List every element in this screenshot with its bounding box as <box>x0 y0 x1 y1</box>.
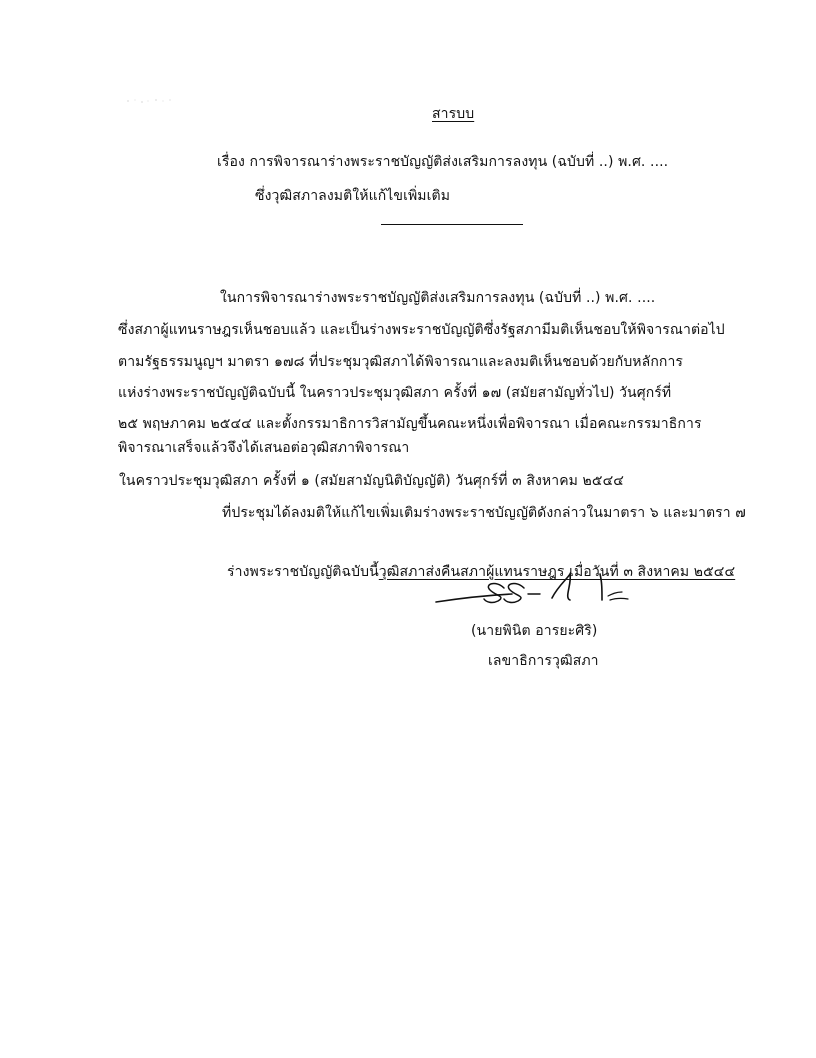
body-line-8: ที่ประชุมได้ลงมติให้แก้ไขเพิ่มเติมร่างพระราชบัญญัติดังกล่าวในมาตรา ๖ และมาตรา ๗ <box>222 505 746 521</box>
subject-line-1: เรื่อง การพิจารณาร่างพระราชบัญญัติส่งเสริมการลงทุน (ฉบับที่ ..) พ.ศ. .... <box>217 154 669 170</box>
document-title: สารบบ <box>432 106 475 122</box>
body-line-7: ในคราวประชุมวุฒิสภา ครั้งที่ ๑ (สมัยสามัญนิติบัญญัติ) วันศุกร์ที่ ๓ สิงหาคม ๒๕๔๔ <box>119 473 624 489</box>
last-line-plain: ร่างพระราชบัญญัติฉบับนี้ <box>227 564 379 580</box>
last-line-underlined: วุฒิสภาส่งคืนสภาผู้แทนราษฎร เมื่อวันที่ ๓ สิงหาคม ๒๕๔๔ <box>378 564 736 580</box>
body-line-6: พิจารณาเสร็จแล้วจึงได้เสนอต่อวุฒิสภาพิจารณา <box>118 440 410 456</box>
body-line-4: แห่งร่างพระราชบัญญัติฉบับนี้ ในคราวประชุมวุฒิสภา ครั้งที่ ๑๗ (สมัยสามัญทั่วไป) วันศุกร์ที่ <box>118 385 672 401</box>
signer-position: เลขาธิการวุฒิสภา <box>488 653 599 669</box>
body-line-3: ตามรัฐธรรมนูญฯ มาตรา ๑๗๘ ที่ประชุมวุฒิสภาได้พิจารณาและลงมติเห็นชอบด้วยกับหลักการ <box>118 354 684 370</box>
scan-speck-marks <box>126 98 186 104</box>
handwritten-signature <box>432 568 632 612</box>
body-line-1: ในการพิจารณาร่างพระราชบัญญัติส่งเสริมการลงทุน (ฉบับที่ ..) พ.ศ. .... <box>220 290 656 306</box>
body-line-2: ซึ่งสภาผู้แทนราษฎรเห็นชอบแล้ว และเป็นร่างพระราชบัญญัติซึ่งรัฐสภามีมติเห็นชอบให้พิจารณาต่อไป <box>118 322 725 338</box>
subject-line-2: ซึ่งวุฒิสภาลงมติให้แก้ไขเพิ่มเติม <box>255 188 451 204</box>
divider-line <box>381 224 523 225</box>
body-line-5: ๒๕ พฤษภาคม ๒๕๔๔ และตั้งกรรมาธิการวิสามัญขึ้นคณะหนึ่งเพื่อพิจารณา เมื่อคณะกรรมาธิการ <box>118 416 702 432</box>
signer-name: (นายพินิต อารยะศิริ) <box>471 623 598 639</box>
